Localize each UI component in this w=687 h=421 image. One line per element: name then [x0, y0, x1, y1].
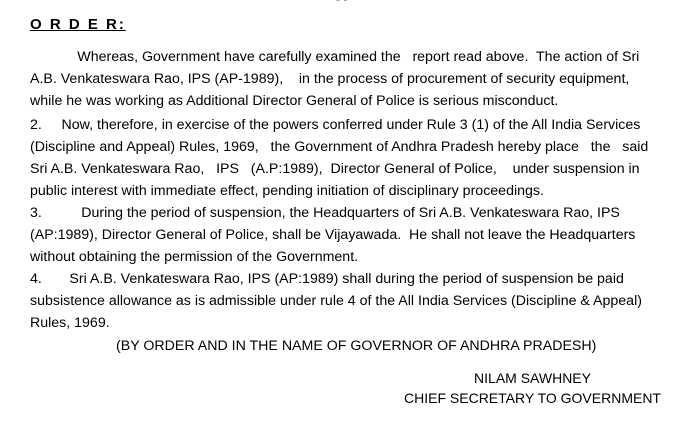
paragraph-4-line-1: 4. Sri A.B. Venkateswara Rao, IPS (AP:1989) shall during the period of suspension be paid	[30, 271, 624, 287]
paragraph-4-line-3: Rules, 1969.	[30, 315, 110, 331]
signatory-name: NILAM SAWHNEY	[474, 370, 591, 386]
paragraph-3-line-3: without obtaining the permission of the Government.	[30, 249, 359, 265]
order-heading: O R D E R:	[30, 16, 126, 33]
signature-block	[404, 368, 661, 408]
paragraph-2-line-3: Sri A.B. Venkateswara Rao, IPS (A.P:1989), Director General of Police, under suspension in	[30, 161, 640, 177]
paragraph-4	[30, 268, 662, 334]
page-number-mark	[336, 0, 347, 6]
by-order-line: (BY ORDER AND IN THE NAME OF GOVERNOR OF ANDHRA PRADESH)	[116, 338, 597, 354]
paragraph-3	[30, 202, 662, 268]
paragraph-2-line-1: 2. Now, therefore, in exercise of the powers conferred under Rule 3 (1) of the All India Services	[30, 117, 641, 133]
paragraph-3-line-2: (AP:1989), Director General of Police, shall be Vijayawada. He shall not leave the Headquarters	[30, 227, 636, 243]
paragraph-1-line-1: Whereas, Government have carefully examined the report read above. The action of Sri	[30, 49, 640, 65]
paragraph-3-line-1: 3. During the period of suspension, the Headquarters of Sri A.B. Venkateswara Rao, IPS	[30, 205, 620, 221]
paragraph-4-line-2: subsistence allowance as is admissible under rule 4 of the All India Services (Discipline & Appeal)	[30, 293, 642, 309]
paragraph-2-line-4: public interest with immediate effect, pending initiation of disciplinary proceedings.	[30, 183, 544, 199]
paragraph-1	[30, 46, 662, 112]
paragraph-2	[30, 114, 662, 202]
paragraph-2-line-2: (Discipline and Appeal) Rules, 1969, the Government of Andhra Pradesh hereby place the said	[30, 139, 649, 155]
paragraph-1-line-2: A.B. Venkateswara Rao, IPS (AP-1989), in the process of procurement of security equipment,	[30, 71, 630, 87]
signatory-designation: CHIEF SECRETARY TO GOVERNMENT	[404, 390, 661, 406]
paragraph-1-line-3: while he was working as Additional Director General of Police is serious misconduct.	[30, 93, 559, 109]
